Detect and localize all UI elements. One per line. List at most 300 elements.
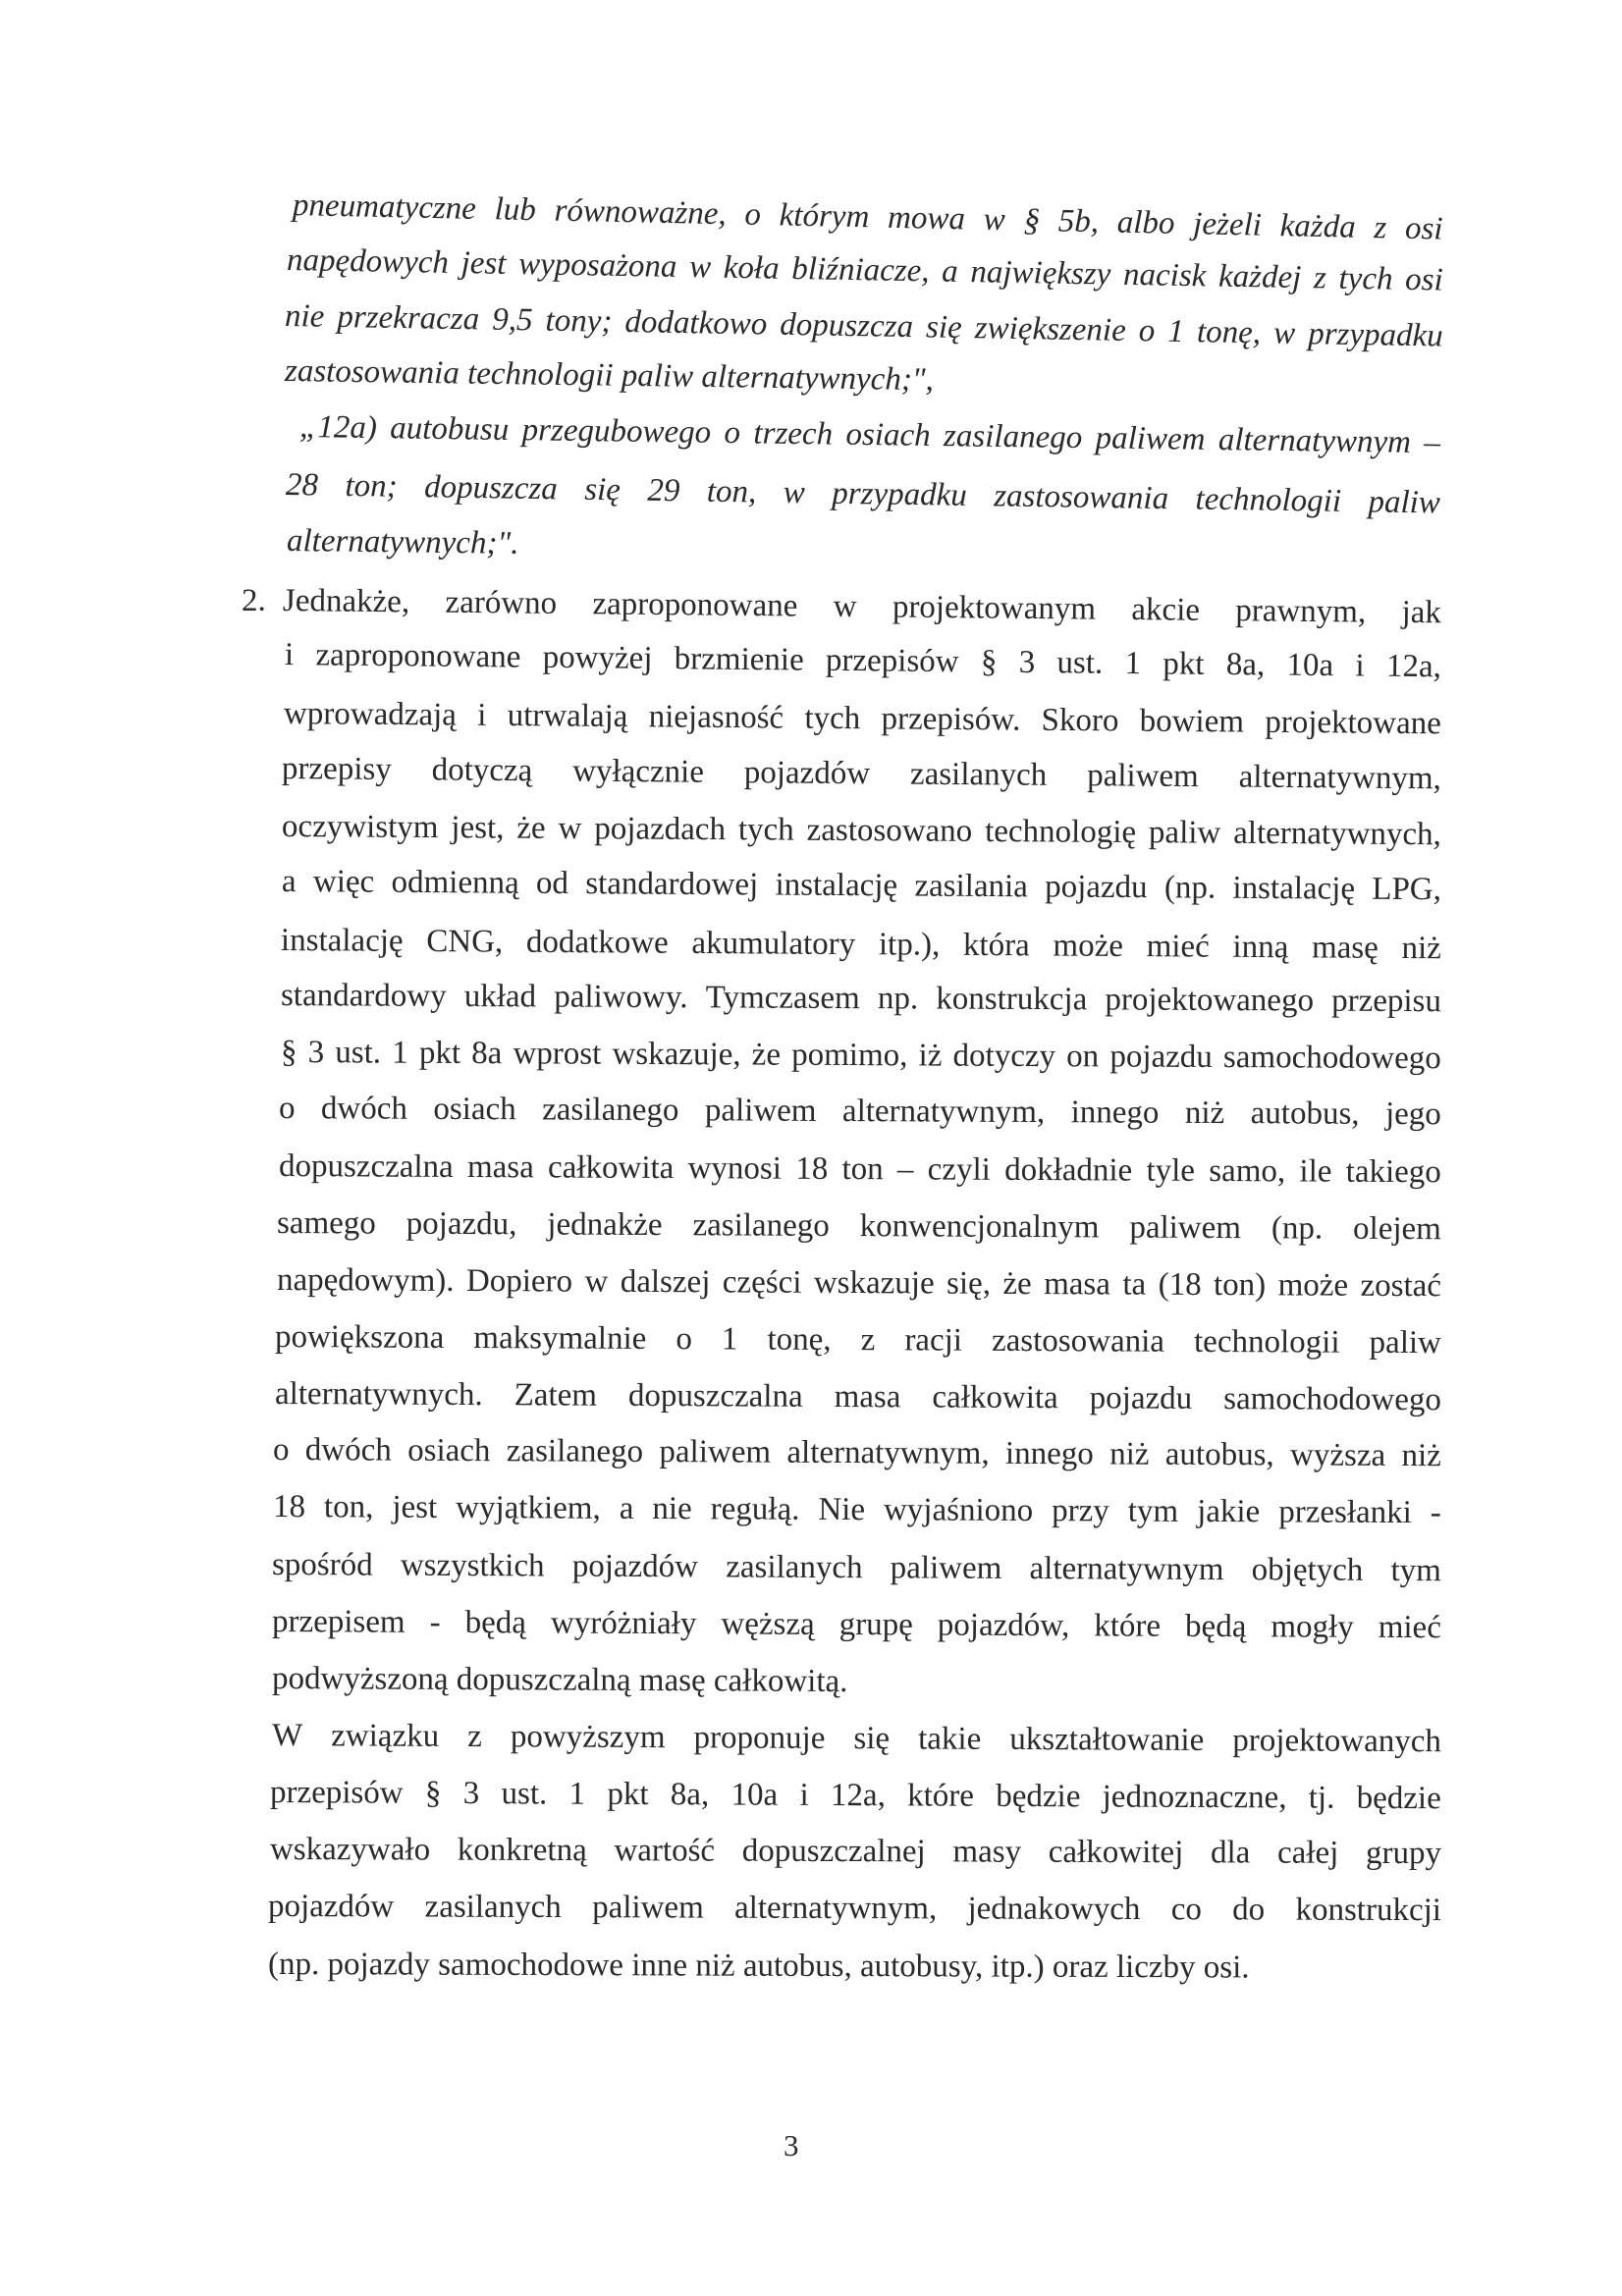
word: powyżej [542, 639, 653, 676]
word: przepisy [281, 751, 392, 787]
word: przegubowego [521, 412, 712, 451]
word: wyłącznie [572, 753, 705, 790]
word: dopuszcza [780, 306, 914, 346]
page-number: 3 [784, 2128, 799, 2163]
word: racji [904, 1322, 963, 1359]
word: (18 [1158, 1266, 1202, 1303]
word: jednakowych [967, 1891, 1141, 1928]
word: dwóch [320, 1091, 408, 1127]
body-line [272, 1549, 1441, 1587]
word: objętych [1251, 1552, 1364, 1588]
word: 1 [1167, 313, 1185, 349]
word: koła [723, 249, 780, 287]
word: iż [918, 1038, 943, 1074]
word: samochodowego [1222, 1040, 1441, 1077]
word: nie [652, 1491, 692, 1527]
word: o [724, 415, 741, 452]
quote-line [287, 244, 1443, 297]
word: ust. [1056, 645, 1104, 681]
word: wyjątkiem, [456, 1489, 601, 1526]
word: pojazdów [571, 1548, 699, 1585]
word: paliwem [890, 1550, 1002, 1586]
body-line [275, 1321, 1441, 1360]
word: w [983, 201, 1006, 239]
word: np. [877, 981, 919, 1017]
word: wyższa [1289, 1437, 1386, 1473]
word: czyli [927, 1151, 991, 1188]
quote-line [299, 411, 1440, 459]
word: się [584, 471, 622, 508]
word: niż [1184, 1095, 1225, 1132]
body-line [273, 1491, 1441, 1529]
word: przepisu [1331, 983, 1442, 1020]
word: co [1170, 1892, 1202, 1928]
word: bliźniacze, [791, 250, 930, 290]
word: ile [1299, 1153, 1332, 1190]
word: pkt [607, 1776, 649, 1813]
word: alternatywnym [1217, 422, 1412, 460]
word: od [535, 865, 569, 902]
word: każdej [1217, 258, 1302, 296]
word: które [907, 1778, 975, 1814]
word: „12a) [298, 409, 378, 447]
word: przesłanki [1278, 1494, 1412, 1531]
word: dopuszcza [423, 469, 559, 507]
word: i [1355, 648, 1365, 684]
word: pojazdów [267, 1889, 395, 1925]
word: napędowym). [276, 1262, 455, 1299]
word: przy [1052, 1493, 1109, 1529]
word: dalszej [620, 1263, 711, 1301]
word: pojazdów, [937, 1607, 1070, 1644]
word: przepisów. [881, 701, 1021, 738]
word: w [558, 810, 582, 847]
word: zasilanych [726, 1549, 863, 1586]
word: olejem [1352, 1210, 1441, 1248]
word: tych [804, 700, 861, 737]
word: w [688, 249, 712, 286]
word: ust. [335, 1035, 382, 1071]
word: proponuje [693, 1720, 826, 1756]
word: technologię [985, 814, 1137, 851]
word: się, [946, 1265, 992, 1302]
word: itp.), [878, 927, 941, 963]
word: zasilanego [542, 1092, 679, 1129]
word: alternatywnych, [1233, 815, 1442, 853]
word: masa [1044, 1266, 1111, 1303]
word: każda [1279, 208, 1357, 245]
word: z [467, 1719, 482, 1755]
word: pomimo, [791, 1037, 908, 1074]
word: wszystkich [400, 1547, 545, 1584]
word: którym [779, 197, 870, 236]
word: grupy [1365, 1835, 1442, 1872]
word: masy [952, 1834, 1022, 1870]
word: projektowane [1265, 704, 1442, 742]
word: równoważne, [554, 192, 728, 233]
word: niż [1109, 1436, 1150, 1472]
body-line [281, 980, 1441, 1018]
body-line [279, 1093, 1441, 1131]
word: będzie [996, 1778, 1081, 1815]
word: paliwem [1129, 1209, 1242, 1247]
word: 1 [721, 1321, 738, 1358]
word: zastosowano [806, 812, 973, 849]
body-line [283, 585, 1441, 629]
body-line [270, 1777, 1441, 1815]
word: zasilanego [692, 1207, 830, 1244]
word: akcie [1131, 592, 1201, 628]
word: zasilanych [909, 756, 1048, 793]
word: zwiększenie [974, 310, 1127, 348]
word: i [284, 637, 295, 673]
word: które [1094, 1608, 1162, 1644]
word: wskazuje, [612, 1036, 741, 1073]
word: konkretną [457, 1832, 587, 1869]
word: alternatywnym, [1238, 759, 1442, 797]
word: Nie [818, 1491, 866, 1528]
word: ton, [706, 473, 757, 510]
word: autobus, [1250, 1095, 1360, 1132]
word: Dopiero [465, 1263, 573, 1300]
word: wyjaśniono [883, 1492, 1034, 1529]
word: niejasność [648, 699, 784, 736]
word: osi [1404, 261, 1444, 298]
body-line [268, 1891, 1441, 1927]
word: o [272, 1432, 290, 1468]
word: masa [466, 1149, 534, 1186]
word: jednakże [547, 1206, 663, 1244]
word: konstrukcja [936, 981, 1088, 1018]
word: pkt [1162, 646, 1205, 682]
word: że [751, 1037, 782, 1073]
word: paliwem [1087, 758, 1199, 795]
word: 5b, [1057, 203, 1100, 240]
word: - [1430, 1495, 1441, 1531]
word: wskazywało [269, 1832, 431, 1868]
body-line [281, 1037, 1441, 1075]
word: 8a, [1225, 647, 1266, 683]
word: ton; [345, 467, 398, 505]
body-line [275, 1378, 1441, 1416]
word: zasilania [914, 868, 1028, 905]
word: utrwalają [507, 697, 628, 735]
word: mieć [1378, 1609, 1442, 1646]
word: powyższym [510, 1719, 666, 1756]
word: mogły [1271, 1609, 1354, 1645]
word: 29 [647, 472, 680, 509]
word: dopuszczalnej [741, 1833, 926, 1870]
word: tym [1127, 1493, 1179, 1529]
word: więc [312, 864, 375, 900]
word: samego [276, 1205, 376, 1242]
word: (np. [1271, 1210, 1324, 1247]
word: zasilanego [943, 418, 1083, 456]
word: że [516, 810, 546, 846]
word: się [853, 1721, 891, 1757]
word: jeżeli [1192, 206, 1263, 243]
quote-line: zastosowania technologii paliw alternatywnych;", [284, 353, 935, 399]
word: standardowy [280, 978, 447, 1014]
word: maksymalnie [473, 1320, 647, 1357]
word: tj. [1308, 1780, 1335, 1816]
word: jest, [451, 810, 505, 846]
word: odmienną [391, 864, 519, 901]
word: 3 [307, 1035, 325, 1071]
word: inną [1232, 929, 1289, 966]
word: konwencjonalnym [859, 1208, 1100, 1246]
word: mieć [1146, 929, 1210, 965]
word: przepisów [825, 642, 959, 680]
word: technologii [1193, 1323, 1340, 1361]
body-line [279, 1150, 1441, 1189]
word: albo [1116, 204, 1175, 241]
word: 10a [1286, 647, 1334, 684]
word: zastosowania [993, 478, 1169, 517]
body-line [277, 1207, 1441, 1246]
word: dla [1210, 1835, 1251, 1871]
word: zaproponowane [592, 586, 798, 624]
body-line [282, 753, 1441, 795]
word: 9,5 [491, 301, 533, 339]
word: przekracza [337, 298, 480, 338]
word: 1 [1124, 645, 1142, 682]
word: W [271, 1718, 303, 1754]
word: samochodowego [1223, 1381, 1442, 1418]
quote-line [285, 300, 1443, 353]
word: zostać [1360, 1267, 1442, 1305]
word: jego [1384, 1095, 1441, 1133]
word: przypadku [1307, 316, 1444, 354]
word: w [1272, 315, 1296, 351]
word: o [1138, 313, 1156, 349]
word: paliwowy. [554, 979, 688, 1016]
word: wynosi [687, 1150, 783, 1187]
word: on [1066, 1039, 1100, 1075]
word: § [980, 644, 998, 680]
word: 18 [795, 1150, 829, 1187]
word: z [1313, 260, 1327, 296]
word: dwóch [304, 1432, 392, 1468]
word: wyposażona [517, 246, 677, 285]
word: alternatywnym, [841, 1094, 1046, 1131]
word: paliw [1368, 484, 1441, 521]
word: tyle [1146, 1152, 1196, 1189]
word: paliw [1369, 1324, 1442, 1362]
word: jest [392, 1489, 438, 1525]
word: Jednakże, [282, 583, 410, 620]
word: alternatywnych. [274, 1376, 483, 1414]
body-line [270, 1834, 1441, 1870]
word: projektowanych [1232, 1723, 1442, 1760]
body-line [284, 698, 1441, 740]
word: paliwem [592, 1890, 704, 1926]
word: konstrukcji [1295, 1892, 1442, 1929]
word: projektowanym [892, 589, 1097, 627]
word: 1 [568, 1776, 586, 1812]
word: całkowitej [1048, 1834, 1184, 1871]
word: zarówno [445, 584, 558, 621]
word: brzmienie [674, 641, 804, 678]
word: osi [1404, 210, 1443, 247]
word: osiach [407, 1432, 491, 1469]
word: LPG, [1372, 871, 1442, 908]
word: paliwem [659, 1434, 772, 1470]
body-line [282, 811, 1441, 851]
word: 18 [272, 1489, 306, 1525]
quote-line [293, 189, 1443, 246]
word: lub [494, 191, 537, 229]
word: o [676, 1321, 692, 1358]
body-line [272, 1720, 1441, 1758]
word: i [477, 697, 487, 733]
word: 12a, [830, 1777, 886, 1814]
word: CNG, [426, 924, 504, 960]
body-line [272, 1606, 1441, 1644]
word: tony; [545, 302, 613, 340]
word: tym [1390, 1552, 1441, 1589]
word: zaproponowane [315, 637, 521, 675]
word: trzech [753, 415, 834, 453]
word: 28 [285, 467, 319, 504]
word: prawnym, [1235, 593, 1367, 630]
word: będą [464, 1605, 527, 1641]
word: do [1232, 1892, 1266, 1928]
word: 8a [471, 1036, 503, 1072]
quote-line [286, 469, 1440, 519]
word: pkt [418, 1035, 461, 1071]
word: mowa [887, 199, 966, 238]
word: dotyczą [431, 752, 533, 789]
word: ton, [323, 1489, 374, 1525]
word: 3 [462, 1776, 480, 1812]
word: ukształtowanie [1009, 1721, 1205, 1758]
word: pojazdu [1109, 1039, 1213, 1075]
word: 10a [730, 1777, 779, 1813]
word: jest [460, 245, 507, 282]
word: samo, [1209, 1152, 1286, 1190]
body-line [277, 1264, 1441, 1303]
word: wartość [614, 1833, 716, 1869]
word: akumulatory [691, 925, 856, 963]
word: zasilanych [424, 1889, 562, 1926]
word: niż [1401, 1438, 1441, 1474]
word: – [1424, 424, 1441, 461]
word: wyróżniały [550, 1605, 697, 1642]
word: – [896, 1151, 914, 1188]
word: regułą. [710, 1491, 800, 1527]
word: pojazdu, [406, 1205, 517, 1243]
word: dokładnie [1004, 1151, 1133, 1189]
word: paliw [1148, 815, 1221, 851]
word: ta [1122, 1266, 1147, 1303]
word: o [278, 1091, 296, 1127]
word: 12a, [1385, 648, 1442, 685]
word: paliwem [704, 1093, 817, 1129]
word: standardowej [585, 866, 759, 903]
word: pojazdu [1089, 1380, 1193, 1416]
word: jednoznaczne, [1102, 1779, 1287, 1816]
word: może [1277, 1267, 1349, 1304]
word: paliwem [1095, 420, 1206, 457]
word: w [584, 1263, 609, 1300]
word: może [1053, 928, 1124, 964]
word: tych [1338, 260, 1393, 297]
word: zasilanego [506, 1433, 644, 1469]
word: autobusu [389, 410, 510, 448]
word: z [1374, 210, 1387, 246]
word: niż [1401, 930, 1441, 967]
word: § [424, 1775, 442, 1811]
word: całej [1276, 1835, 1339, 1871]
word: § [1023, 202, 1041, 239]
word: Skoro [1041, 702, 1119, 739]
word: masę [1311, 930, 1379, 966]
word: oczywistym [281, 809, 439, 846]
word: autobus, [1164, 1436, 1274, 1473]
word: dodatkowe [525, 924, 669, 961]
word: technologii [1195, 481, 1342, 519]
word: 1 [392, 1035, 408, 1071]
word: 3 [1018, 644, 1036, 681]
word: dopuszczalna [278, 1148, 454, 1185]
word: innego [1070, 1095, 1160, 1131]
word: instalację [280, 923, 404, 959]
word: największy [970, 254, 1111, 293]
word: przypadku [832, 475, 968, 513]
word: wprost [513, 1036, 602, 1072]
word: dopuszczalna [627, 1377, 803, 1415]
word: związku [331, 1718, 440, 1754]
word: która [962, 927, 1030, 964]
word: takie [918, 1721, 982, 1757]
word: pneumatyczne [292, 187, 477, 227]
word: pojazdów [743, 755, 871, 792]
word: pojazdu [1045, 869, 1148, 906]
word: tonę, [767, 1321, 832, 1358]
body-line [281, 925, 1441, 965]
word: węższą [721, 1606, 815, 1642]
list-item-number: 2. [242, 583, 266, 618]
word: alternatywnym [1029, 1551, 1224, 1588]
word: ust. [501, 1776, 548, 1812]
word: § [280, 1035, 297, 1071]
word: spośród [271, 1547, 373, 1583]
word: i [799, 1777, 809, 1813]
word: Tymczasem [705, 980, 860, 1017]
word: z [860, 1322, 876, 1359]
word: osiach [433, 1091, 516, 1128]
word: jakie [1197, 1493, 1261, 1530]
word: w [833, 588, 857, 625]
word: a [941, 253, 959, 290]
body-line: podwyższoną dopuszczalną masę całkowitą. [271, 1661, 848, 1700]
word: całkowita [932, 1379, 1058, 1416]
word: osiach [845, 416, 931, 454]
word: Zatem [514, 1377, 598, 1414]
word: innego [1004, 1435, 1094, 1472]
word: napędowych [286, 242, 450, 281]
word: będą [1185, 1608, 1247, 1645]
word: takiego [1345, 1153, 1441, 1191]
word: nacisk [1122, 256, 1207, 294]
word: całkowita [547, 1149, 675, 1187]
body-line [285, 639, 1441, 683]
word: że [1002, 1265, 1032, 1303]
word: grupę [838, 1607, 913, 1643]
word: masa [834, 1378, 901, 1415]
quote-line: alternatywnych;". [286, 523, 519, 561]
